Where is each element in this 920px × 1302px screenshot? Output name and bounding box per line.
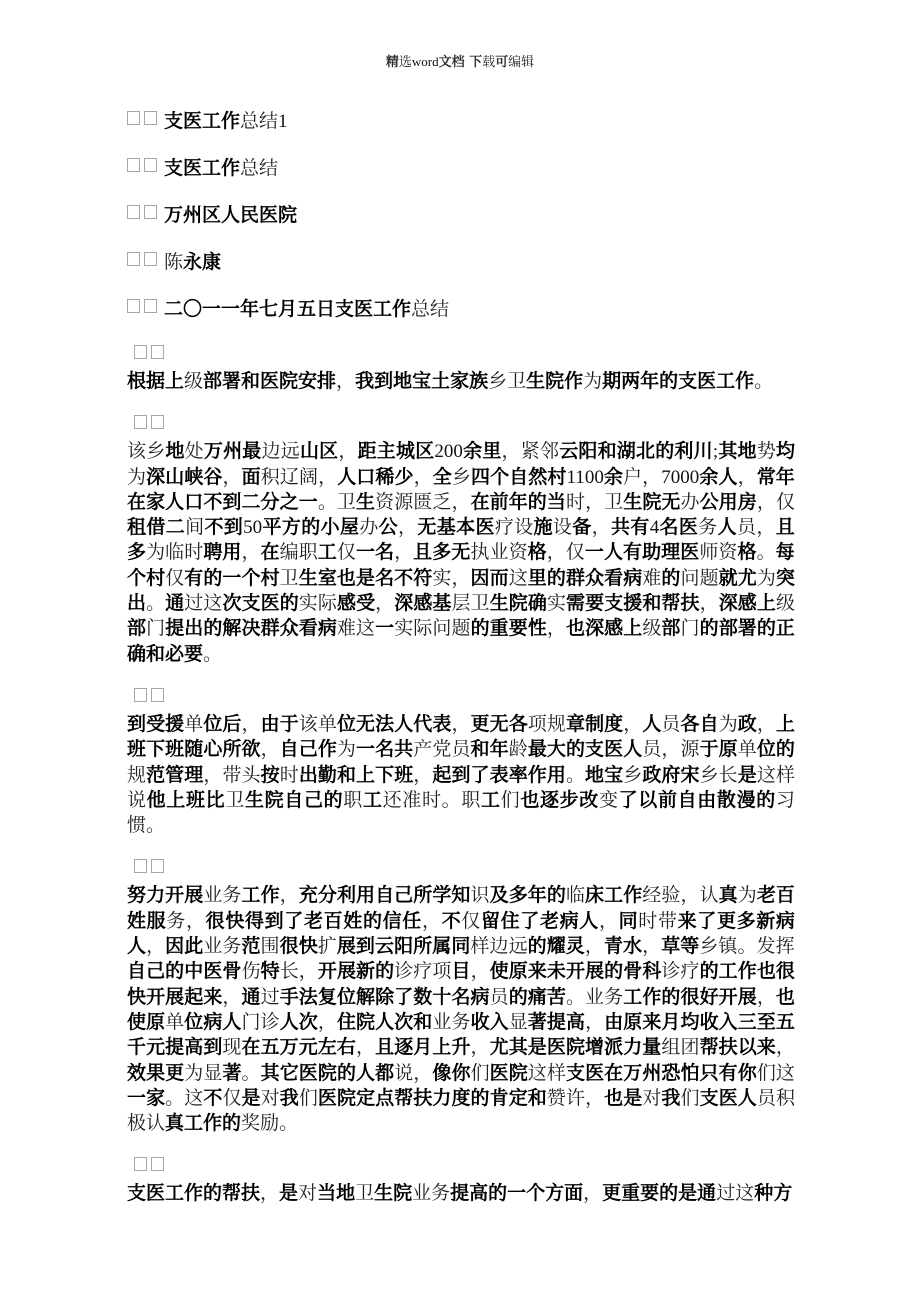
paragraph-text: 根据上级部署和医院安排，我到地宝土家族乡卫生院作为期两年的支医工作。 <box>127 370 774 392</box>
title-line-2 <box>127 156 795 181</box>
title-line-1 <box>127 109 795 134</box>
paragraph-4 <box>127 858 795 1136</box>
missing-glyph-boxes <box>127 157 161 179</box>
paragraph-1 <box>127 344 795 394</box>
title-text: 二〇一一年七月五日支医工作总结 <box>164 298 450 320</box>
missing-glyph-boxes <box>127 298 161 320</box>
title-text: 万州区人民医院 <box>164 204 298 226</box>
paragraph-3 <box>127 687 795 838</box>
paragraph-text: 支医工作的帮扶，是对当地卫生院业务提高的一个方面，更重要的是通过这种方 <box>127 1182 793 1205</box>
title-text: 陈永康 <box>164 251 222 273</box>
missing-glyph-boxes <box>127 687 795 712</box>
missing-glyph-boxes <box>127 1156 795 1181</box>
paragraph-text: 努力开展业务工作，充分利用自己所学知识及多年的临床工作经验，认真为老百姓服务，很快得到了老百姓的信任，不仅留住了老病人，同时带来了更多新病人，因此业务范围很快扩展到云阳所属同样边远的耀灵，青水，草等乡镇。发挥自己的中医骨伤特长，开展新的诊疗项目，使原来未开展的骨科诊疗的工作也很快开展起来，通过手法复位解除了数十名病员的痛苦。业务工作的很好开展，也使原单位病人门诊人次，住院人次和业务收入显著提高，由原来月均收入三至五千元提高到现在五万元左右，且逐月上升，尤其是医院增派力量组团帮扶以来，效果更为显著。其它医院的人都说，像你们医院这样支医在万州恐怕只有你们这一家。这不仅是对我们医院定点帮扶力度的肯定和赞许，也是对我们支医人员积极认真工作的奖励。 <box>127 884 795 1135</box>
paragraph-5 <box>127 1156 795 1206</box>
missing-glyph-boxes <box>127 204 161 226</box>
paragraph-text: 该乡地处万州最边远山区，距主城区200余里，紧邻云阳和湖北的利川;其地势均为深山峡谷，面积辽阔，人口稀少，全乡四个自然村1100余户，7000余人，常年在家人口不到二分之一。卫生资源匮乏，在前年的当时，卫生院无办公用房，仅租借二间不到50平方的小屋办公，无基本医疗设施设备，共有4名医务人员，且多为临时聘用，在编职工仅一名，且多无执业资格，仅一人有助理医师资格。每个村仅有的一个村卫生室也是名不符实，因而这里的群众看病难的问题就尤为突出。通过这次支医的实际感受，深感基层卫生院确实需要支援和帮扶，深感上级部门提出的解决群众看病难这一实际问题的重要性，也深感上级部门的部署的正确和必要。 <box>127 440 795 665</box>
title-text: 支医工作总结1 <box>164 110 288 132</box>
title-line-3 <box>127 203 795 228</box>
title-block <box>127 109 795 322</box>
missing-glyph-boxes <box>127 344 795 369</box>
missing-glyph-boxes <box>127 858 795 883</box>
missing-glyph-boxes <box>127 251 161 273</box>
paragraph-text: 到受援单位后，由于该单位无法人代表，更无各项规章制度，人员各自为政，上班下班随心所欲，自己作为一名共产党员和年龄最大的支医人员，源于原单位的规范管理，带头按时出勤和上下班，起到了表率作用。地宝乡政府宋乡长是这样说他上班比卫生院自己的职工还准时。职工们也逐步改变了以前自由散漫的习惯。 <box>127 712 795 837</box>
missing-glyph-boxes <box>127 414 795 439</box>
missing-glyph-boxes <box>127 110 161 132</box>
header-note: 精选word文档 下载可编辑 <box>385 54 535 70</box>
document-body <box>0 71 920 1207</box>
title-line-4 <box>127 250 795 275</box>
title-line-5 <box>127 297 795 322</box>
title-text: 支医工作总结 <box>164 157 279 179</box>
paragraph-2 <box>127 414 795 667</box>
